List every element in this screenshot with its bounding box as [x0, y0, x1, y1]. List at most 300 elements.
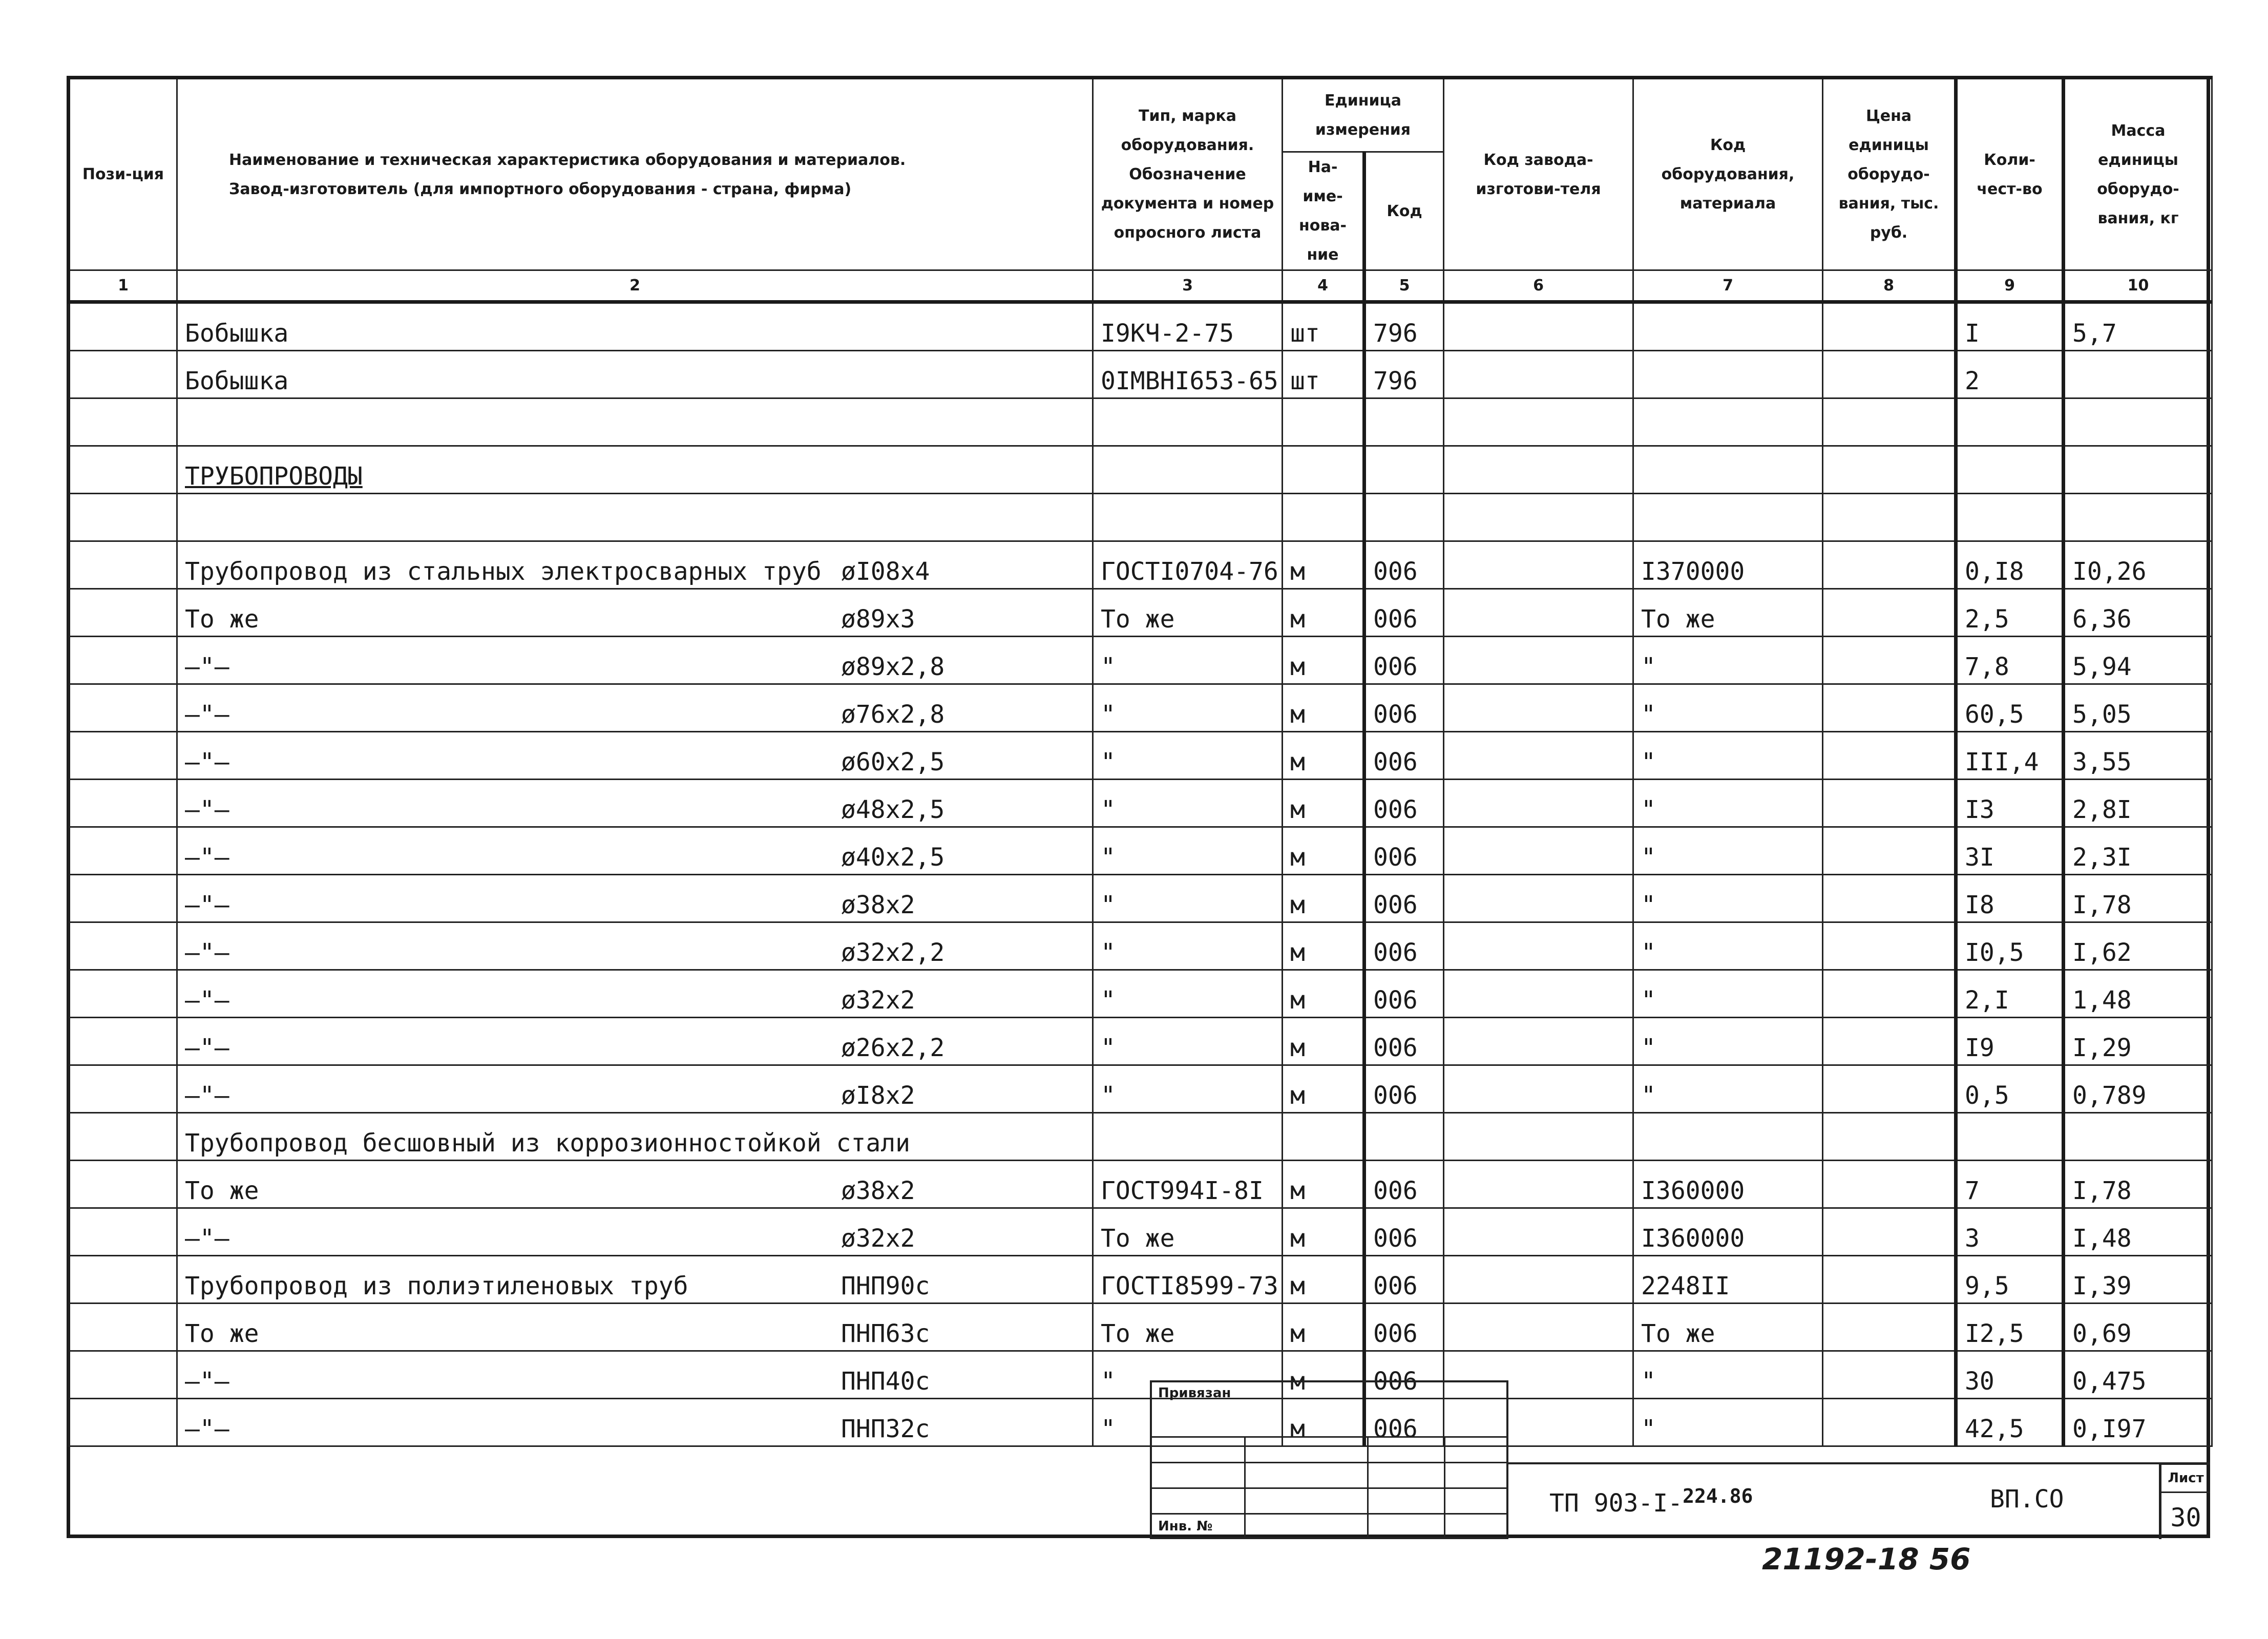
cell-factory [1444, 922, 1633, 970]
item-name: –"– [185, 1081, 229, 1110]
cell-mass: I,78 [2064, 1161, 2212, 1208]
cell-price [1823, 780, 1956, 827]
cell-qty: 7 [1956, 1161, 2064, 1208]
cell-mat: " [1633, 970, 1823, 1018]
cell-doc: " [1093, 1399, 1283, 1446]
cell-doc: То же [1093, 1208, 1283, 1256]
stamp-divider [1444, 1436, 1445, 1537]
cell-factory [1444, 351, 1633, 398]
cell-unit: м [1283, 1256, 1364, 1304]
stamp-linked-label: Привязан [1158, 1385, 1231, 1401]
table-row [69, 1256, 2212, 1304]
cell-pos [69, 398, 177, 446]
cell-qty: I0,5 [1956, 922, 2064, 970]
header-mass: Масса единицы оборудо-вания, кг [2064, 78, 2212, 270]
cell-code: 006 [1364, 1399, 1444, 1446]
cell-code [1364, 1113, 1444, 1161]
cell-unit: м [1283, 541, 1364, 589]
cell-pos [69, 1304, 177, 1351]
cell-price [1823, 1256, 1956, 1304]
cell-unit: м [1283, 1351, 1364, 1399]
cell-mass: I,29 [2064, 1018, 2212, 1065]
cell-price [1823, 637, 1956, 684]
header-price: Цена единицы оборудо-вания, тыс. руб. [1823, 78, 1956, 270]
cell-factory [1444, 589, 1633, 637]
cell-mass: 6,36 [2064, 589, 2212, 637]
cell-price [1823, 1065, 1956, 1113]
cell-price [1823, 351, 1956, 398]
item-name: То же [185, 605, 259, 634]
cell-code [1364, 494, 1444, 541]
col-number: 8 [1823, 270, 1956, 302]
cell-factory [1444, 494, 1633, 541]
cell-pos [69, 494, 177, 541]
cell-unit: м [1283, 589, 1364, 637]
item-name: –"– [185, 938, 229, 967]
cell-unit: м [1283, 1208, 1364, 1256]
specification-rows [69, 302, 2212, 1446]
cell-qty: I [1956, 302, 2064, 351]
col-number: 1 [69, 270, 177, 302]
cell-doc: То же [1093, 1304, 1283, 1351]
item-name: То же [185, 1319, 259, 1348]
cell-code: 006 [1364, 780, 1444, 827]
stamp-rule [1152, 1436, 1506, 1438]
cell-pos [69, 589, 177, 637]
cell-name [177, 1256, 1093, 1304]
cell-name [177, 446, 1093, 494]
cell-price [1823, 875, 1956, 922]
cell-mass [2064, 446, 2212, 494]
cell-name [177, 1351, 1093, 1399]
table-row [69, 1208, 2212, 1256]
cell-qty: I2,5 [1956, 1304, 2064, 1351]
cell-mass: 0,I97 [2064, 1399, 2212, 1446]
cell-factory [1444, 970, 1633, 1018]
header-material-code: Код оборудования, материала [1633, 78, 1823, 270]
cell-unit: м [1283, 1065, 1364, 1113]
cell-price [1823, 1399, 1956, 1446]
cell-price [1823, 732, 1956, 780]
item-name: –"– [185, 986, 229, 1015]
cell-name [177, 684, 1093, 732]
cell-pos [69, 1208, 177, 1256]
cell-name [177, 494, 1093, 541]
cell-unit: м [1283, 1161, 1364, 1208]
cell-doc: " [1093, 684, 1283, 732]
cell-mass: I0,26 [2064, 541, 2212, 589]
header-unit-code: Код [1364, 152, 1444, 270]
cell-unit: м [1283, 1304, 1364, 1351]
item-name: Бобышка [185, 319, 289, 348]
cell-name [177, 398, 1093, 446]
cell-code: 006 [1364, 1256, 1444, 1304]
cell-code: 006 [1364, 922, 1444, 970]
table-row [69, 446, 2212, 494]
cell-mass: 5,7 [2064, 302, 2212, 351]
cell-mat: " [1633, 1018, 1823, 1065]
header-unit-name: На-име-нова-ние [1283, 152, 1364, 270]
item-name: Трубопровод бесшовный из коррозионностойкой стали [185, 1129, 911, 1158]
cell-doc: ГОСТ994I-8I [1093, 1161, 1283, 1208]
cell-unit: м [1283, 1399, 1364, 1446]
table-row [69, 1065, 2212, 1113]
item-name: –"– [185, 700, 229, 729]
cell-unit [1283, 494, 1364, 541]
cell-qty: 0,5 [1956, 1065, 2064, 1113]
sheet-number: 30 [2170, 1503, 2201, 1532]
table-row [69, 827, 2212, 875]
header-name-line1: Наименование и техническая характеристика оборудования и материалов. [229, 151, 906, 169]
cell-price [1823, 1113, 1956, 1161]
cell-code: 006 [1364, 827, 1444, 875]
table-row [69, 637, 2212, 684]
cell-doc [1093, 398, 1283, 446]
cell-pos [69, 302, 177, 351]
cell-mass: 5,05 [2064, 684, 2212, 732]
specification-table [67, 76, 2213, 1447]
archive-code: 21192-18 56 [1762, 1542, 1971, 1577]
table-row [69, 398, 2212, 446]
cell-factory [1444, 398, 1633, 446]
table-row [69, 589, 2212, 637]
cell-code [1364, 398, 1444, 446]
table-row [69, 780, 2212, 827]
item-name: То же [185, 1176, 259, 1205]
document-number-base: ТП 903-I- [1549, 1489, 1683, 1518]
cell-qty [1956, 446, 2064, 494]
item-name: –"– [185, 1034, 229, 1062]
cell-mass: 2,8I [2064, 780, 2212, 827]
cell-name [177, 589, 1093, 637]
cell-mat: " [1633, 827, 1823, 875]
cell-name [177, 637, 1093, 684]
cell-doc: " [1093, 1351, 1283, 1399]
cell-factory [1444, 1208, 1633, 1256]
cell-unit: м [1283, 780, 1364, 827]
cell-mat: I370000 [1633, 541, 1823, 589]
cell-factory [1444, 637, 1633, 684]
table-header-row [69, 78, 2212, 152]
cell-pos [69, 446, 177, 494]
item-dimension: ø76x2,8 [841, 700, 945, 729]
cell-mat [1633, 302, 1823, 351]
cell-mat: " [1633, 684, 1823, 732]
cell-code: 006 [1364, 1208, 1444, 1256]
table-row [69, 970, 2212, 1018]
table-row [69, 1161, 2212, 1208]
cell-unit: м [1283, 637, 1364, 684]
cell-factory [1444, 1256, 1633, 1304]
item-dimension: ПНП40с [841, 1367, 930, 1396]
cell-qty: I8 [1956, 875, 2064, 922]
table-row [69, 1399, 2212, 1446]
cell-mass: 1,48 [2064, 970, 2212, 1018]
table-row [69, 541, 2212, 589]
cell-mass: 3,55 [2064, 732, 2212, 780]
item-name: –"– [185, 748, 229, 776]
cell-name [177, 541, 1093, 589]
cell-name [177, 1399, 1093, 1446]
cell-unit: м [1283, 875, 1364, 922]
cell-qty: I3 [1956, 780, 2064, 827]
cell-code: 006 [1364, 637, 1444, 684]
item-dimension: ПНП90с [841, 1272, 930, 1300]
cell-mass: I,48 [2064, 1208, 2212, 1256]
cell-mass: I,78 [2064, 875, 2212, 922]
item-dimension: ø26x2,2 [841, 1034, 945, 1062]
cell-name [177, 1113, 1093, 1161]
cell-mass: 2,3I [2064, 827, 2212, 875]
stamp-rule [1152, 1462, 1506, 1463]
item-name: Бобышка [185, 367, 289, 395]
item-dimension: ø32x2,2 [841, 938, 945, 967]
cell-factory [1444, 302, 1633, 351]
cell-doc: " [1093, 875, 1283, 922]
col-number: 6 [1444, 270, 1633, 302]
cell-doc: " [1093, 970, 1283, 1018]
item-dimension: ø38x2 [841, 1176, 915, 1205]
cell-pos [69, 827, 177, 875]
stamp-inventory-label: Инв. № [1158, 1519, 1213, 1534]
cell-code: 006 [1364, 1351, 1444, 1399]
cell-price [1823, 589, 1956, 637]
table-row [69, 302, 2212, 351]
cell-qty: 2 [1956, 351, 2064, 398]
cell-unit: м [1283, 684, 1364, 732]
col-number: 2 [177, 270, 1093, 302]
cell-pos [69, 1256, 177, 1304]
cell-factory [1444, 446, 1633, 494]
document-number [1549, 1485, 1753, 1518]
cell-qty: 60,5 [1956, 684, 2064, 732]
cell-price [1823, 1161, 1956, 1208]
item-name: Трубопровод из полиэтиленовых труб [185, 1272, 688, 1300]
cell-doc: ГОСТI0704-76 [1093, 541, 1283, 589]
col-number: 7 [1633, 270, 1823, 302]
stamp-rule [1152, 1513, 1506, 1515]
item-dimension: ø89x3 [841, 605, 915, 634]
cell-pos [69, 732, 177, 780]
header-name-line2: Завод-изготовитель (для импортного оборудования - страна, фирма) [229, 180, 852, 198]
cell-code: 006 [1364, 1304, 1444, 1351]
item-name: Трубопровод из стальных электросварных труб [185, 557, 822, 586]
cell-code: 006 [1364, 1161, 1444, 1208]
table-row [69, 922, 2212, 970]
column-numbers-row [69, 270, 2212, 302]
cell-name [177, 732, 1093, 780]
cell-unit [1283, 446, 1364, 494]
cell-code: 006 [1364, 970, 1444, 1018]
cell-qty: 0,I8 [1956, 541, 2064, 589]
cell-doc: " [1093, 827, 1283, 875]
col-number: 5 [1364, 270, 1444, 302]
cell-doc [1093, 446, 1283, 494]
cell-mass [2064, 1113, 2212, 1161]
approval-stamp [1150, 1380, 1508, 1539]
cell-mat: " [1633, 732, 1823, 780]
cell-name [177, 827, 1093, 875]
title-block [1508, 1462, 2210, 1539]
cell-qty: 3I [1956, 827, 2064, 875]
cell-unit: шт [1283, 351, 1364, 398]
cell-name [177, 970, 1093, 1018]
cell-factory [1444, 827, 1633, 875]
cell-mat: " [1633, 1399, 1823, 1446]
cell-qty: 7,8 [1956, 637, 2064, 684]
cell-factory [1444, 1304, 1633, 1351]
cell-unit [1283, 1113, 1364, 1161]
table-row [69, 1018, 2212, 1065]
cell-qty: I9 [1956, 1018, 2064, 1065]
cell-name [177, 780, 1093, 827]
cell-price [1823, 1208, 1956, 1256]
cell-code: 006 [1364, 1065, 1444, 1113]
col-number: 10 [2064, 270, 2212, 302]
header-type: Тип, марка оборудования. Обозначение документа и номер опросного листа [1093, 78, 1283, 270]
cell-factory [1444, 1018, 1633, 1065]
cell-pos [69, 922, 177, 970]
item-dimension: øI08x4 [841, 557, 930, 586]
cell-qty: 2,I [1956, 970, 2064, 1018]
cell-mat: " [1633, 1351, 1823, 1399]
item-dimension: øI8x2 [841, 1081, 915, 1110]
cell-name [177, 922, 1093, 970]
cell-mat: " [1633, 922, 1823, 970]
cell-factory [1444, 684, 1633, 732]
sheet-label: Лист [2161, 1465, 2210, 1493]
cell-code: 006 [1364, 589, 1444, 637]
cell-name [177, 875, 1093, 922]
cell-doc: I9КЧ-2-75 [1093, 302, 1283, 351]
cell-mat [1633, 446, 1823, 494]
cell-mass: I,62 [2064, 922, 2212, 970]
cell-mass [2064, 494, 2212, 541]
cell-pos [69, 1113, 177, 1161]
table-row [69, 494, 2212, 541]
cell-mat: " [1633, 780, 1823, 827]
table-row [69, 351, 2212, 398]
cell-price [1823, 1018, 1956, 1065]
cell-doc: То же [1093, 589, 1283, 637]
cell-mat: То же [1633, 589, 1823, 637]
sheet-code: ВП.СО [1990, 1485, 2064, 1514]
document-number-suffix: 224.86 [1683, 1485, 1753, 1507]
cell-doc: ГОСТI8599-73 [1093, 1256, 1283, 1304]
cell-unit: м [1283, 970, 1364, 1018]
cell-mat: I360000 [1633, 1161, 1823, 1208]
cell-pos [69, 684, 177, 732]
cell-code: 796 [1364, 351, 1444, 398]
cell-qty: III,4 [1956, 732, 2064, 780]
cell-code: 006 [1364, 684, 1444, 732]
stamp-divider [1244, 1436, 1246, 1537]
item-dimension: ø38x2 [841, 891, 915, 919]
item-name: –"– [185, 843, 229, 872]
cell-unit: м [1283, 922, 1364, 970]
col-number: 3 [1093, 270, 1283, 302]
cell-qty: 2,5 [1956, 589, 2064, 637]
cell-price [1823, 302, 1956, 351]
cell-unit [1283, 398, 1364, 446]
cell-factory [1444, 780, 1633, 827]
header-unit-group: Единица измерения [1283, 78, 1444, 152]
item-name: –"– [185, 1224, 229, 1253]
item-dimension: ø48x2,5 [841, 795, 945, 824]
cell-price [1823, 398, 1956, 446]
item-name: –"– [185, 653, 229, 681]
header-name [177, 78, 1093, 270]
cell-name [177, 1208, 1093, 1256]
cell-pos [69, 637, 177, 684]
cell-qty: 3 [1956, 1208, 2064, 1256]
cell-factory [1444, 875, 1633, 922]
cell-doc: " [1093, 1018, 1283, 1065]
cell-price [1823, 684, 1956, 732]
item-dimension: ø40x2,5 [841, 843, 945, 872]
cell-pos [69, 970, 177, 1018]
sheet-number-box [2159, 1462, 2210, 1539]
item-dimension: ø32x2 [841, 1224, 915, 1253]
cell-price [1823, 827, 1956, 875]
table-row [69, 1113, 2212, 1161]
header-quantity: Коли-чест-во [1956, 78, 2064, 270]
cell-mass: 0,789 [2064, 1065, 2212, 1113]
cell-mass [2064, 398, 2212, 446]
item-name: –"– [185, 1415, 229, 1443]
cell-pos [69, 1351, 177, 1399]
cell-price [1823, 541, 1956, 589]
col-number: 9 [1956, 270, 2064, 302]
cell-code [1364, 446, 1444, 494]
item-name: –"– [185, 795, 229, 824]
cell-code: 006 [1364, 541, 1444, 589]
cell-mat: 2248II [1633, 1256, 1823, 1304]
stamp-rule [1152, 1487, 1506, 1489]
item-dimension: ø32x2 [841, 986, 915, 1015]
cell-qty: 42,5 [1956, 1399, 2064, 1446]
cell-pos [69, 1065, 177, 1113]
cell-qty [1956, 398, 2064, 446]
cell-unit: м [1283, 827, 1364, 875]
cell-factory [1444, 1161, 1633, 1208]
cell-mat [1633, 351, 1823, 398]
cell-doc: " [1093, 922, 1283, 970]
cell-mat [1633, 1113, 1823, 1161]
cell-name [177, 1161, 1093, 1208]
cell-pos [69, 875, 177, 922]
cell-name [177, 1304, 1093, 1351]
cell-mat: " [1633, 637, 1823, 684]
cell-code: 796 [1364, 302, 1444, 351]
cell-pos [69, 1161, 177, 1208]
cell-mat: I360000 [1633, 1208, 1823, 1256]
table-row [69, 684, 2212, 732]
cell-factory [1444, 541, 1633, 589]
cell-doc: " [1093, 637, 1283, 684]
cell-pos [69, 1018, 177, 1065]
item-dimension: ПНП32с [841, 1415, 930, 1443]
cell-qty: 9,5 [1956, 1256, 2064, 1304]
cell-qty [1956, 1113, 2064, 1161]
table-row [69, 875, 2212, 922]
item-name: –"– [185, 1367, 229, 1396]
cell-mass: 0,69 [2064, 1304, 2212, 1351]
cell-price [1823, 1351, 1956, 1399]
cell-doc: " [1093, 732, 1283, 780]
table-row [69, 1304, 2212, 1351]
cell-doc [1093, 494, 1283, 541]
